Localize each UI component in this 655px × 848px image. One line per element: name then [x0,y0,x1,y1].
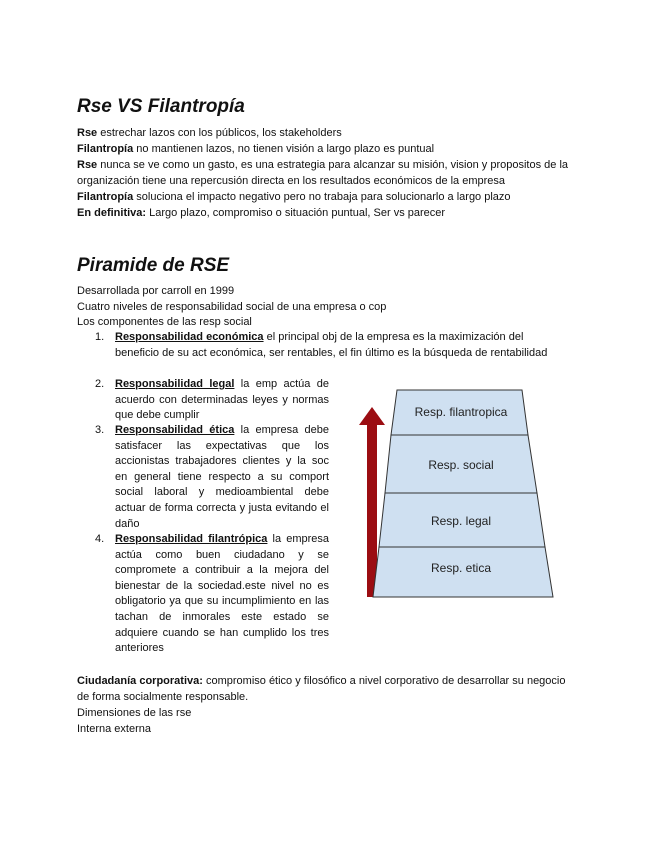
rse-line-1: Rse estrechar lazos con los públicos, los stakeholders [77,127,342,139]
list-label: Responsabilidad económica [115,331,264,343]
list-number: 2. [95,378,105,390]
line-label: Rse [77,127,98,139]
list-number: 4. [95,533,105,545]
rse-line-2: Filantropía no mantienen lazos, no tienen visión a largo plazo es puntual [77,143,435,155]
intro-line-1: Desarrollada por carroll en 1999 [77,285,235,297]
intro-line-3: Los componentes de las resp social [77,316,252,328]
pyramid-label-filantropica: Resp. filantropica [414,405,508,419]
list-item-economica: 1. Responsabilidad económica el principal obj de la empresa es la maximización del beneficio de su act económica, ser rentables, el fin último es la búsqueda de rentabilidad [95,331,548,359]
ciudadania-paragraph: Ciudadanía corporativa: compromiso ético y filosófico a nivel corporativo de desarrollar su negocio de forma socialmente responsable. [77,675,566,703]
rse-line-3: Rse nunca se ve como un gasto, es una estrategia para alcanzar su misión, vision y propositos de la organización tiene una repercusión directa en los resultados económicos de la empresa [77,159,569,187]
section-title-rse-vs-filantropia: Rse VS Filantropía [77,96,245,117]
arrow-head-icon [359,407,385,425]
line-label: Filantropía [77,191,134,203]
list-number: 1. [95,331,105,343]
list-label: Responsabilidad legal [115,378,235,390]
rse-line-5: En definitiva: Largo plazo, compromiso o situación puntual, Ser vs parecer [77,207,446,219]
line-label: Filantropía [77,143,134,155]
pyramid-label-social: Resp. social [428,458,494,472]
up-arrow-icon [367,423,377,597]
line-label: Ciudadanía corporativa: [77,675,203,687]
list-item-legal: 2. Responsabilidad legal la emp actúa de acuerdo con determinadas leyes y normas que debe cumplir [95,378,329,422]
list-number: 3. [95,424,105,436]
pyramid-label-etica: Resp. etica [430,561,492,575]
list-item-filantropica: 4. Responsabilidad filantrópica la empresa actúa como buen ciudadano y se compromete a contribuir a la mejora del bienestar de la sociedad.este nivel no es obligatorio ya que su incumplimiento en las tachan de inmorales este estado se adquiere cuando se han cumplido los tres anteriores [95,533,329,655]
section-title-piramide: Piramide de RSE [77,255,230,276]
rse-line-4: Filantropía soluciona el impacto negativo pero no trabaja para solucionarlo a largo plazo [77,191,511,203]
interna-externa-line: Interna externa [77,723,151,735]
dimensiones-line: Dimensiones de las rse [77,707,192,719]
list-label: Responsabilidad ética [115,424,235,436]
intro-line-2: Cuatro niveles de responsabilidad social de una empresa o cop [77,301,387,313]
list-label: Responsabilidad filantrópica [115,533,268,545]
list-item-etica: 3. Responsabilidad ética la empresa debe satisfacer las expectativas que los accionistas trabajadores clientes y la soc en general tiene respecto a su comport social laboral y medioambiental debe actuar de forma correcta y justa evitando el daño [95,424,329,530]
pyramid-diagram [355,385,565,600]
line-label: En definitiva: [77,207,147,219]
line-label: Rse [77,159,98,171]
pyramid-label-legal: Resp. legal [430,514,492,528]
